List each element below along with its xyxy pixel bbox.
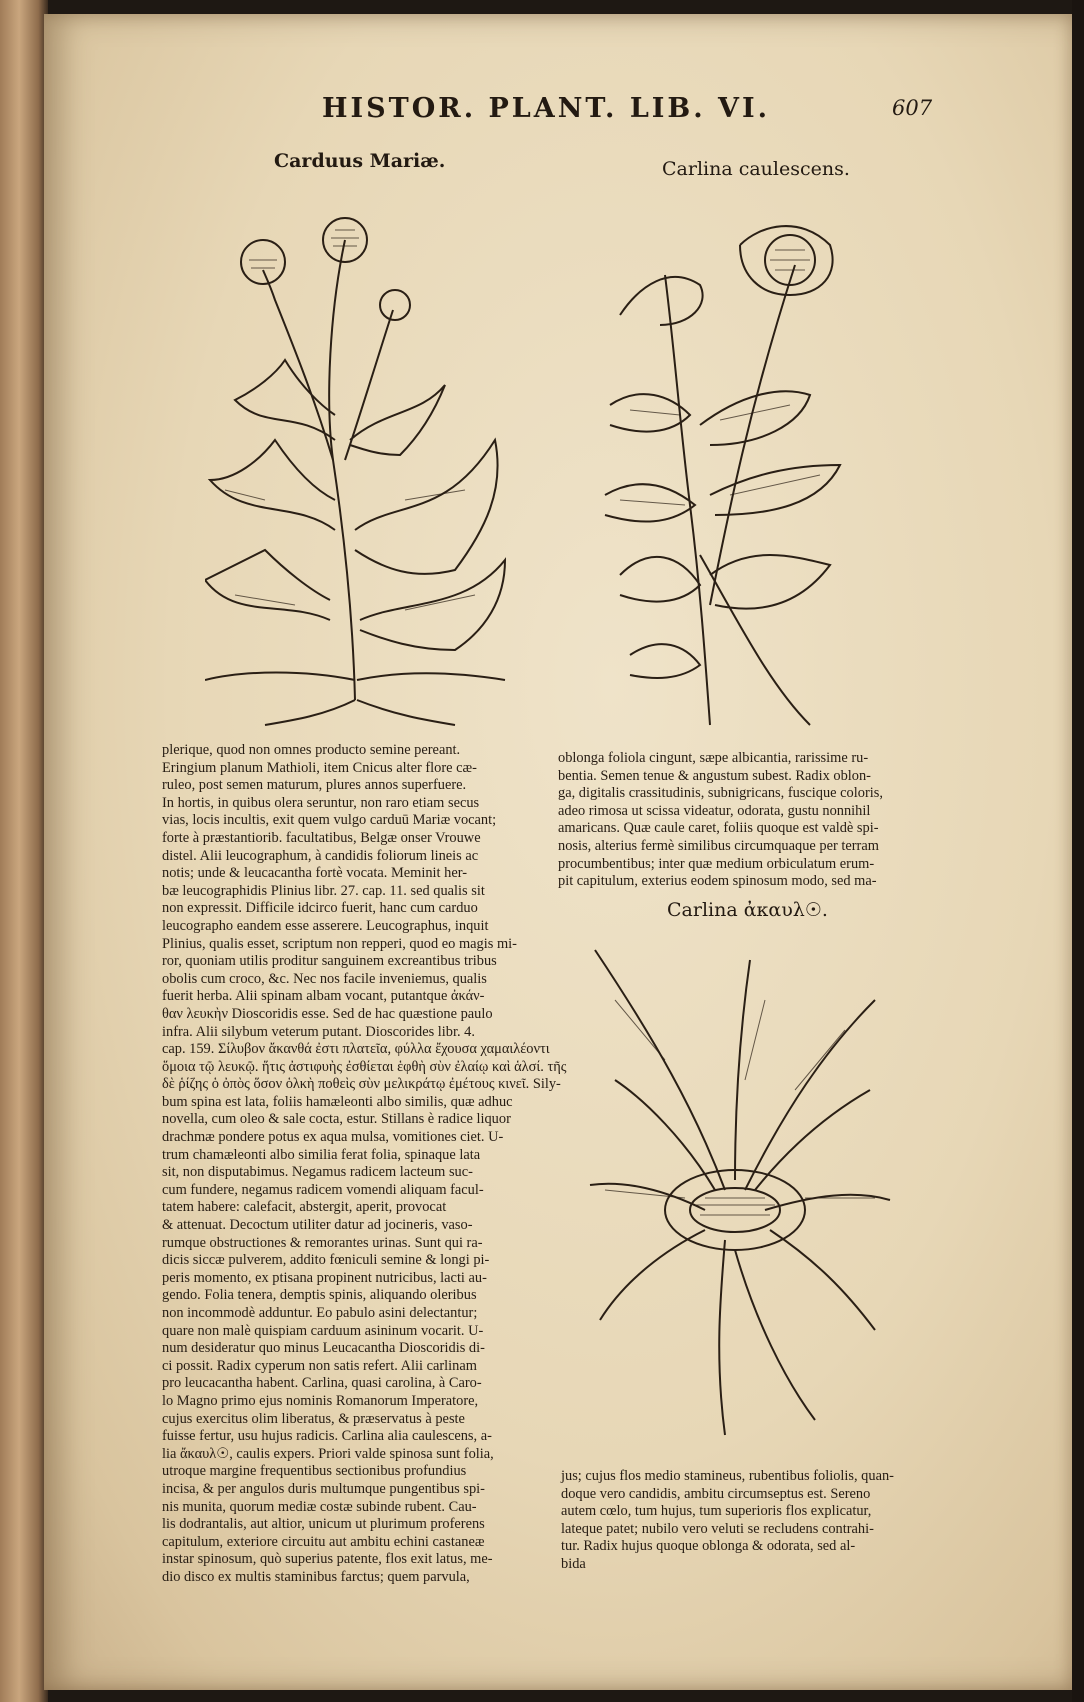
caption-carduus: Carduus Mariæ. [274, 150, 446, 172]
body-text-right-column-top [558, 750, 938, 891]
text-line: procumbentibus; inter quæ medium orbiculatum erum- [558, 855, 875, 872]
text-line: num desideratur quo minus Leucacantha Dioscoridis di- [162, 1340, 485, 1357]
text-line: dicis siccæ pulverem, addito fœniculi semine & longi pi- [162, 1252, 490, 1269]
text-line: distel. Alii leucographum, à candidis foliorum lineis ac [162, 847, 479, 864]
text-line: leucographo eandem esse asserere. Leucographus, inquit [162, 917, 489, 934]
body-text-left-column [162, 742, 567, 1587]
text-line: jus; cujus flos medio stamineus, rubentibus foliolis, quan- [561, 1468, 894, 1484]
text-line: ὅμοια τῷ λευκῷ. ἥτις ἀστιφυὴς ἐσθίεται ἑφθὴ σὺν ἐλαίῳ καὶ ἁλσί. τῆς [162, 1058, 567, 1075]
text-line: oblonga foliola cingunt, sæpe albicantia, rarissime ru- [558, 750, 869, 766]
text-line: bæ leucographidis Plinius libr. 27. cap. 11. sed qualis sit [162, 882, 485, 899]
text-line: infra. Alii silybum veterum putant. Dioscorides libr. 4. [162, 1023, 475, 1040]
text-line: dio disco ex multis staminibus farctus; quem parvula, [162, 1568, 470, 1585]
carlina-acaulos-woodcut-illustration [585, 940, 895, 1440]
text-line: rumque obstructiones & remorantes urinas. Sunt qui ra- [162, 1234, 483, 1251]
text-line: cujus exercitus olim liberatus, & præservatus à peste [162, 1410, 465, 1427]
carduus-woodcut-illustration [205, 200, 530, 730]
text-line: notis; unde & leucacantha fortè vocata. Meminit her- [162, 865, 467, 882]
text-line: Plinius, qualis esset, scriptum non repperi, quod eo magis mi- [162, 935, 517, 952]
text-line: pro leucacantha habent. Carlina, quasi carolina, à Caro- [162, 1375, 482, 1392]
text-line: lo Magno primo ejus nominis Romanorum Imperatore, [162, 1392, 479, 1409]
text-line: forte à præstantiorib. facultatibus, Belgæ onser Vrouwe [162, 829, 481, 846]
text-line: pit capitulum, exterius eodem spinosum modo, sed ma- [558, 873, 877, 890]
text-line: non expressit. Difficile idcirco fuerit, hanc cum carduo [162, 900, 478, 917]
body-text-right-column-bottom [561, 1468, 941, 1574]
text-line: fuisse fertur, usu hujus radicis. Carlina alia caulescens, a- [162, 1428, 492, 1445]
text-line: θαν λευκὴν Dioscoridis esse. Sed de hac quæstione paulo [162, 1005, 493, 1022]
text-line: plerique, quod non omnes producto semine pereant. [162, 742, 461, 758]
text-line: bentia. Semen tenue & angustum subest. Radix oblon- [558, 767, 871, 784]
text-line: ruleo, post semen maturum, plures annos superfuere. [162, 777, 467, 794]
text-line: lateque patet; nubilo vero veluti se recludens contrahi- [561, 1520, 874, 1537]
text-line: Eringium planum Mathioli, item Cnicus alter flore cæ- [162, 759, 477, 776]
text-line: ror, quoniam utilis proditur sanguinem excreantibus tribus [162, 953, 497, 970]
text-line: nis munita, quorum mediæ costæ subinde rubent. Cau- [162, 1498, 477, 1515]
text-line: quare non malè quispiam carduum asininum vocarit. U- [162, 1322, 484, 1339]
text-line: lis dodrantalis, aut altior, unicum ut plurimum proferens [162, 1516, 485, 1533]
right-background-edge [1072, 0, 1084, 1702]
carlina-caulescens-woodcut-illustration [600, 205, 890, 730]
text-line: ci possit. Radix cyperum non satis refert. Alii carlinam [162, 1357, 477, 1374]
text-line: capitulum, exteriore circuitu aut ambitu echini castaneæ [162, 1533, 485, 1550]
text-line: bida [561, 1555, 586, 1572]
text-line: adeo rimosa ut scissa videatur, odorata, gustu nonnihil [558, 802, 871, 819]
text-line: gendo. Folia tenera, demptis spinis, aliquando oleribus [162, 1287, 477, 1304]
text-line: lia ἄκαυλ☉, caulis expers. Priori valde spinosa sunt folia, [162, 1445, 494, 1462]
text-line: cap. 159. Σίλυβον ἄκανθά ἐστι πλατεῖα, φύλλα ἔχουσα χαμαιλέοντι [162, 1041, 550, 1058]
text-line: tur. Radix hujus quoque oblonga & odorata, sed al- [561, 1538, 856, 1555]
text-line: doque vero candidis, ambitu circumseptus est. Sereno [561, 1485, 871, 1502]
left-page-edge [0, 0, 48, 1702]
text-line: bum spina est lata, foliis hamæleonti albo similis, quæ adhuc [162, 1093, 513, 1110]
text-line: non incommodè adduntur. Eo pabulo asini delectantur; [162, 1305, 478, 1321]
page-number: 607 [892, 96, 933, 120]
text-line: & attenuat. Decoctum utiliter datur ad jocineris, vaso- [162, 1217, 473, 1234]
text-line: δὲ ῥίζης ὁ ὀπὸς ὅσον ὁλκὴ ποθεὶς σὺν μελικράτῳ ἐμέτους κινεῖ. Sily- [162, 1076, 561, 1093]
text-line: peris momento, ex ptisana propinent nutricibus, lacti au- [162, 1269, 487, 1286]
text-line: amaricans. Quæ caule caret, foliis quoque est valdè spi- [558, 820, 879, 837]
text-line: drachmæ pondere potus ex aqua mulsa, vomitiones ciet. U- [162, 1129, 504, 1146]
text-line: ga, digitalis crassitudinis, subnigricans, fuscique coloris, [558, 785, 883, 802]
text-line: vias, locis incultis, exit quem vulgo carduū Mariæ vocant; [162, 812, 497, 829]
text-line: obolis cum croco, &c. Nec nos facile inveniemus, qualis [162, 970, 487, 987]
text-line: tatem habere: calefacit, abstergit, aperit, provocat [162, 1199, 447, 1216]
text-line: trum chamæleonti albo similia ferat folia, spinaque lata [162, 1146, 481, 1163]
text-line: In hortis, in quibus olera seruntur, non raro etiam secus [162, 794, 480, 811]
running-title: HISTOR. PLANT. LIB. VI. [322, 92, 771, 124]
text-line: instar spinosum, quò superius patente, flos exit latus, me- [162, 1551, 493, 1568]
text-line: novella, cum oleo & sale cocta, estur. Stillans è radice liquor [162, 1111, 511, 1128]
text-line: cum fundere, negamus radicem vomendi aliquam facul- [162, 1181, 484, 1198]
text-line: incisa, & per angulos duris multumque pungentibus spi- [162, 1480, 485, 1497]
text-line: fuerit herba. Alii spinam albam vocant, putantque ἀκάν- [162, 988, 485, 1005]
text-line: autem cœlo, tum hujus, tum superioris flos explicatur, [561, 1503, 872, 1520]
text-line: nosis, alterius fermè similibus circumquaque per terram [558, 837, 879, 854]
text-line: utroque margine frequentibus sectionibus profundius [162, 1463, 467, 1480]
caption-carlina-caulescens: Carlina caulescens. [662, 158, 850, 180]
caption-carlina-acaulos: Carlina ἀκαυλ☉. [667, 899, 828, 921]
text-line: sit, non disputabimus. Negamus radicem lacteum suc- [162, 1164, 473, 1181]
